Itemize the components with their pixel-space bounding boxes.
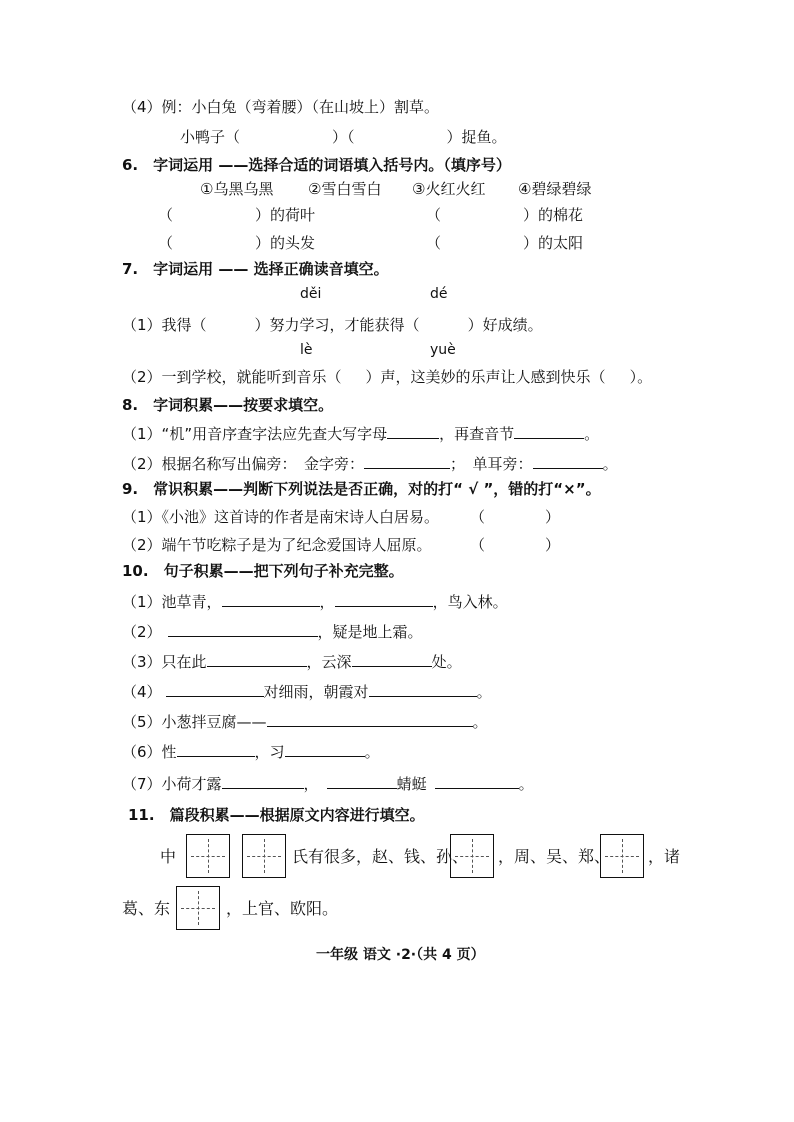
tianzige-box[interactable] [242, 834, 286, 878]
answer-blank[interactable] [285, 740, 365, 757]
tianzige-box[interactable] [176, 886, 220, 930]
answer-blank[interactable] [352, 650, 432, 667]
q6-row1-right [426, 204, 583, 226]
q6-option-2: ②雪白雪白 [308, 180, 382, 198]
q9-statement-2: （2）端午节吃粽子是为了纪念爱国诗人屈原。 [122, 536, 432, 554]
answer-blank[interactable] [222, 772, 304, 789]
q6-option-3: ③火红火红 [412, 180, 486, 198]
q10-s2-end: ，疑是地上霜。 [317, 623, 423, 641]
q8-s1-end: 。 [584, 425, 600, 443]
q10-sentence-6 [122, 740, 380, 763]
q8-s1-start: （1）“机”用音序查字法应先查大写字母 [122, 425, 388, 443]
answer-blank[interactable] [267, 710, 473, 727]
q5-4-duck-mid: ）（ [332, 128, 355, 146]
q9-answer-paren-1[interactable]: （ ） [470, 508, 561, 526]
open-paren: （ [158, 234, 174, 252]
q11-text-5: 葛、东 [122, 899, 171, 918]
q7-pinyin-de: dé [430, 286, 448, 302]
q10-s4-mid: 对细雨，朝霞对 [263, 683, 369, 701]
answer-blank[interactable] [533, 452, 603, 469]
q10-s6-mid: ，习 [254, 743, 285, 761]
q6-title: 6. 字词运用 ——选择合适的词语填入括号内。（填序号） [122, 156, 511, 174]
q6-row2-left [158, 232, 315, 254]
q6-option-4: ④碧绿碧绿 [518, 180, 592, 198]
q6-row2-right [426, 232, 583, 254]
q10-s6-start: （6）性 [122, 743, 177, 761]
q8-sentence-1 [122, 422, 599, 445]
q7-title: 7. 字词运用 —— 选择正确读音填空。 [122, 260, 389, 278]
q10-s7-mid: ， [303, 775, 319, 793]
q7-sentence-2 [122, 366, 652, 388]
q10-sentence-7 [122, 772, 534, 795]
q10-sentence-2 [122, 620, 423, 643]
tianzige-box[interactable] [450, 834, 494, 878]
q10-title: 10. 句子积累——把下列句子补充完整。 [122, 562, 404, 580]
q7-s2-mid: ）声，这美妙的乐声让人感到快乐（ [365, 368, 606, 386]
q7-s2-end: ）。 [629, 368, 653, 386]
q10-s1-mid: ， [319, 593, 335, 611]
q8-s2-end: 。 [602, 455, 618, 473]
q11-text-3: ，周、吴、郑、 [498, 847, 611, 866]
q6-row1-right-label: ）的棉花 [523, 206, 584, 224]
tianzige-box[interactable] [600, 834, 644, 878]
answer-blank[interactable] [166, 680, 264, 697]
q10-s5-start: （5）小葱拌豆腐—— [122, 713, 267, 731]
answer-blank[interactable] [222, 590, 320, 607]
q10-s6-end: 。 [364, 743, 380, 761]
answer-blank[interactable] [364, 452, 450, 469]
q6-row2-right-label: ）的太阳 [523, 234, 584, 252]
q8-title: 8. 字词积累——按要求填空。 [122, 396, 334, 414]
q7-s1-mid: ）努力学习，才能获得（ [254, 316, 420, 334]
answer-blank[interactable] [207, 650, 307, 667]
q10-s2-start: （2） [122, 623, 162, 641]
answer-blank[interactable] [168, 620, 318, 637]
q10-sentence-3 [122, 650, 462, 673]
q5-4-example: （4）例：小白兔（弯着腰）（在山坡上）割草。 [122, 98, 440, 116]
q10-s7-end: 。 [518, 775, 534, 793]
q7-s1-end: ）好成绩。 [467, 316, 543, 334]
q10-s3-mid: ，云深 [306, 653, 352, 671]
q10-sentence-1 [122, 590, 508, 613]
q11-text-1: 中 [160, 847, 177, 866]
q6-option-1: ①乌黑乌黑 [200, 180, 274, 198]
page-footer: 一年级 语文 ·2·（共 4 页） [316, 947, 485, 963]
q10-s7-mid2: 蜻蜓 [396, 775, 427, 793]
answer-blank[interactable] [514, 422, 584, 439]
q10-s4-start: （4） [122, 683, 162, 701]
q7-pinyin-dei: děi [300, 286, 322, 302]
q10-s5-end: 。 [472, 713, 488, 731]
q6-row1-left-label: ）的荷叶 [255, 206, 316, 224]
answer-blank[interactable] [335, 590, 433, 607]
q8-s2-mid: ； 单耳旁： [450, 455, 533, 473]
open-paren: （ [426, 234, 442, 252]
answer-blank[interactable] [435, 772, 519, 789]
open-paren: （ [426, 206, 442, 224]
q10-sentence-4 [122, 680, 492, 703]
q7-pinyin-yue: yuè [430, 342, 456, 358]
q10-sentence-5 [122, 710, 488, 733]
q10-s7-start: （7）小荷才露 [122, 775, 222, 793]
answer-blank[interactable] [327, 772, 397, 789]
q7-sentence-1 [122, 314, 543, 336]
q6-row1-left [158, 204, 315, 226]
q7-s2-start: （2）一到学校，就能听到音乐（ [122, 368, 342, 386]
q10-s1-start: （1）池草青， [122, 593, 222, 611]
q8-s2-start: （2）根据名称写出偏旁： 金字旁： [122, 455, 365, 473]
q9-title: 9. 常识积累——判断下列说法是否正确，对的打“ √ ”，错的打“×”。 [122, 480, 601, 498]
q11-text-6: ，上官、欧阳。 [226, 899, 339, 918]
q7-pinyin-le: lè [300, 342, 313, 358]
q9-answer-paren-2[interactable]: （ ） [470, 536, 561, 554]
q6-row2-left-label: ）的头发 [255, 234, 316, 252]
answer-blank[interactable] [177, 740, 255, 757]
q8-sentence-2 [122, 452, 618, 475]
q8-s1-mid: ，再查音节 [439, 425, 515, 443]
q5-4-duck-start: 小鸭子（ [180, 128, 241, 146]
answer-blank[interactable] [369, 680, 477, 697]
q10-s3-end: 处。 [431, 653, 462, 671]
q10-s3-start: （3）只在此 [122, 653, 207, 671]
tianzige-box[interactable] [186, 834, 230, 878]
open-paren: （ [158, 206, 174, 224]
q9-statement-1: （1）《小池》这首诗的作者是南宋诗人白居易。 [122, 508, 440, 526]
q10-s4-end: 。 [476, 683, 492, 701]
answer-blank[interactable] [387, 422, 439, 439]
q7-s1-start: （1）我得（ [122, 316, 207, 334]
q5-4-duck-end: ）捉鱼。 [446, 128, 507, 146]
q11-text-2: 氏有很多，赵、钱、孙、 [292, 847, 469, 866]
q11-text-4: ，诸 [648, 847, 681, 866]
q10-s1-end: ，鸟入林。 [432, 593, 508, 611]
q5-4-duck-line [180, 126, 507, 148]
q11-title: 11. 篇段积累——根据原文内容进行填空。 [128, 806, 425, 824]
